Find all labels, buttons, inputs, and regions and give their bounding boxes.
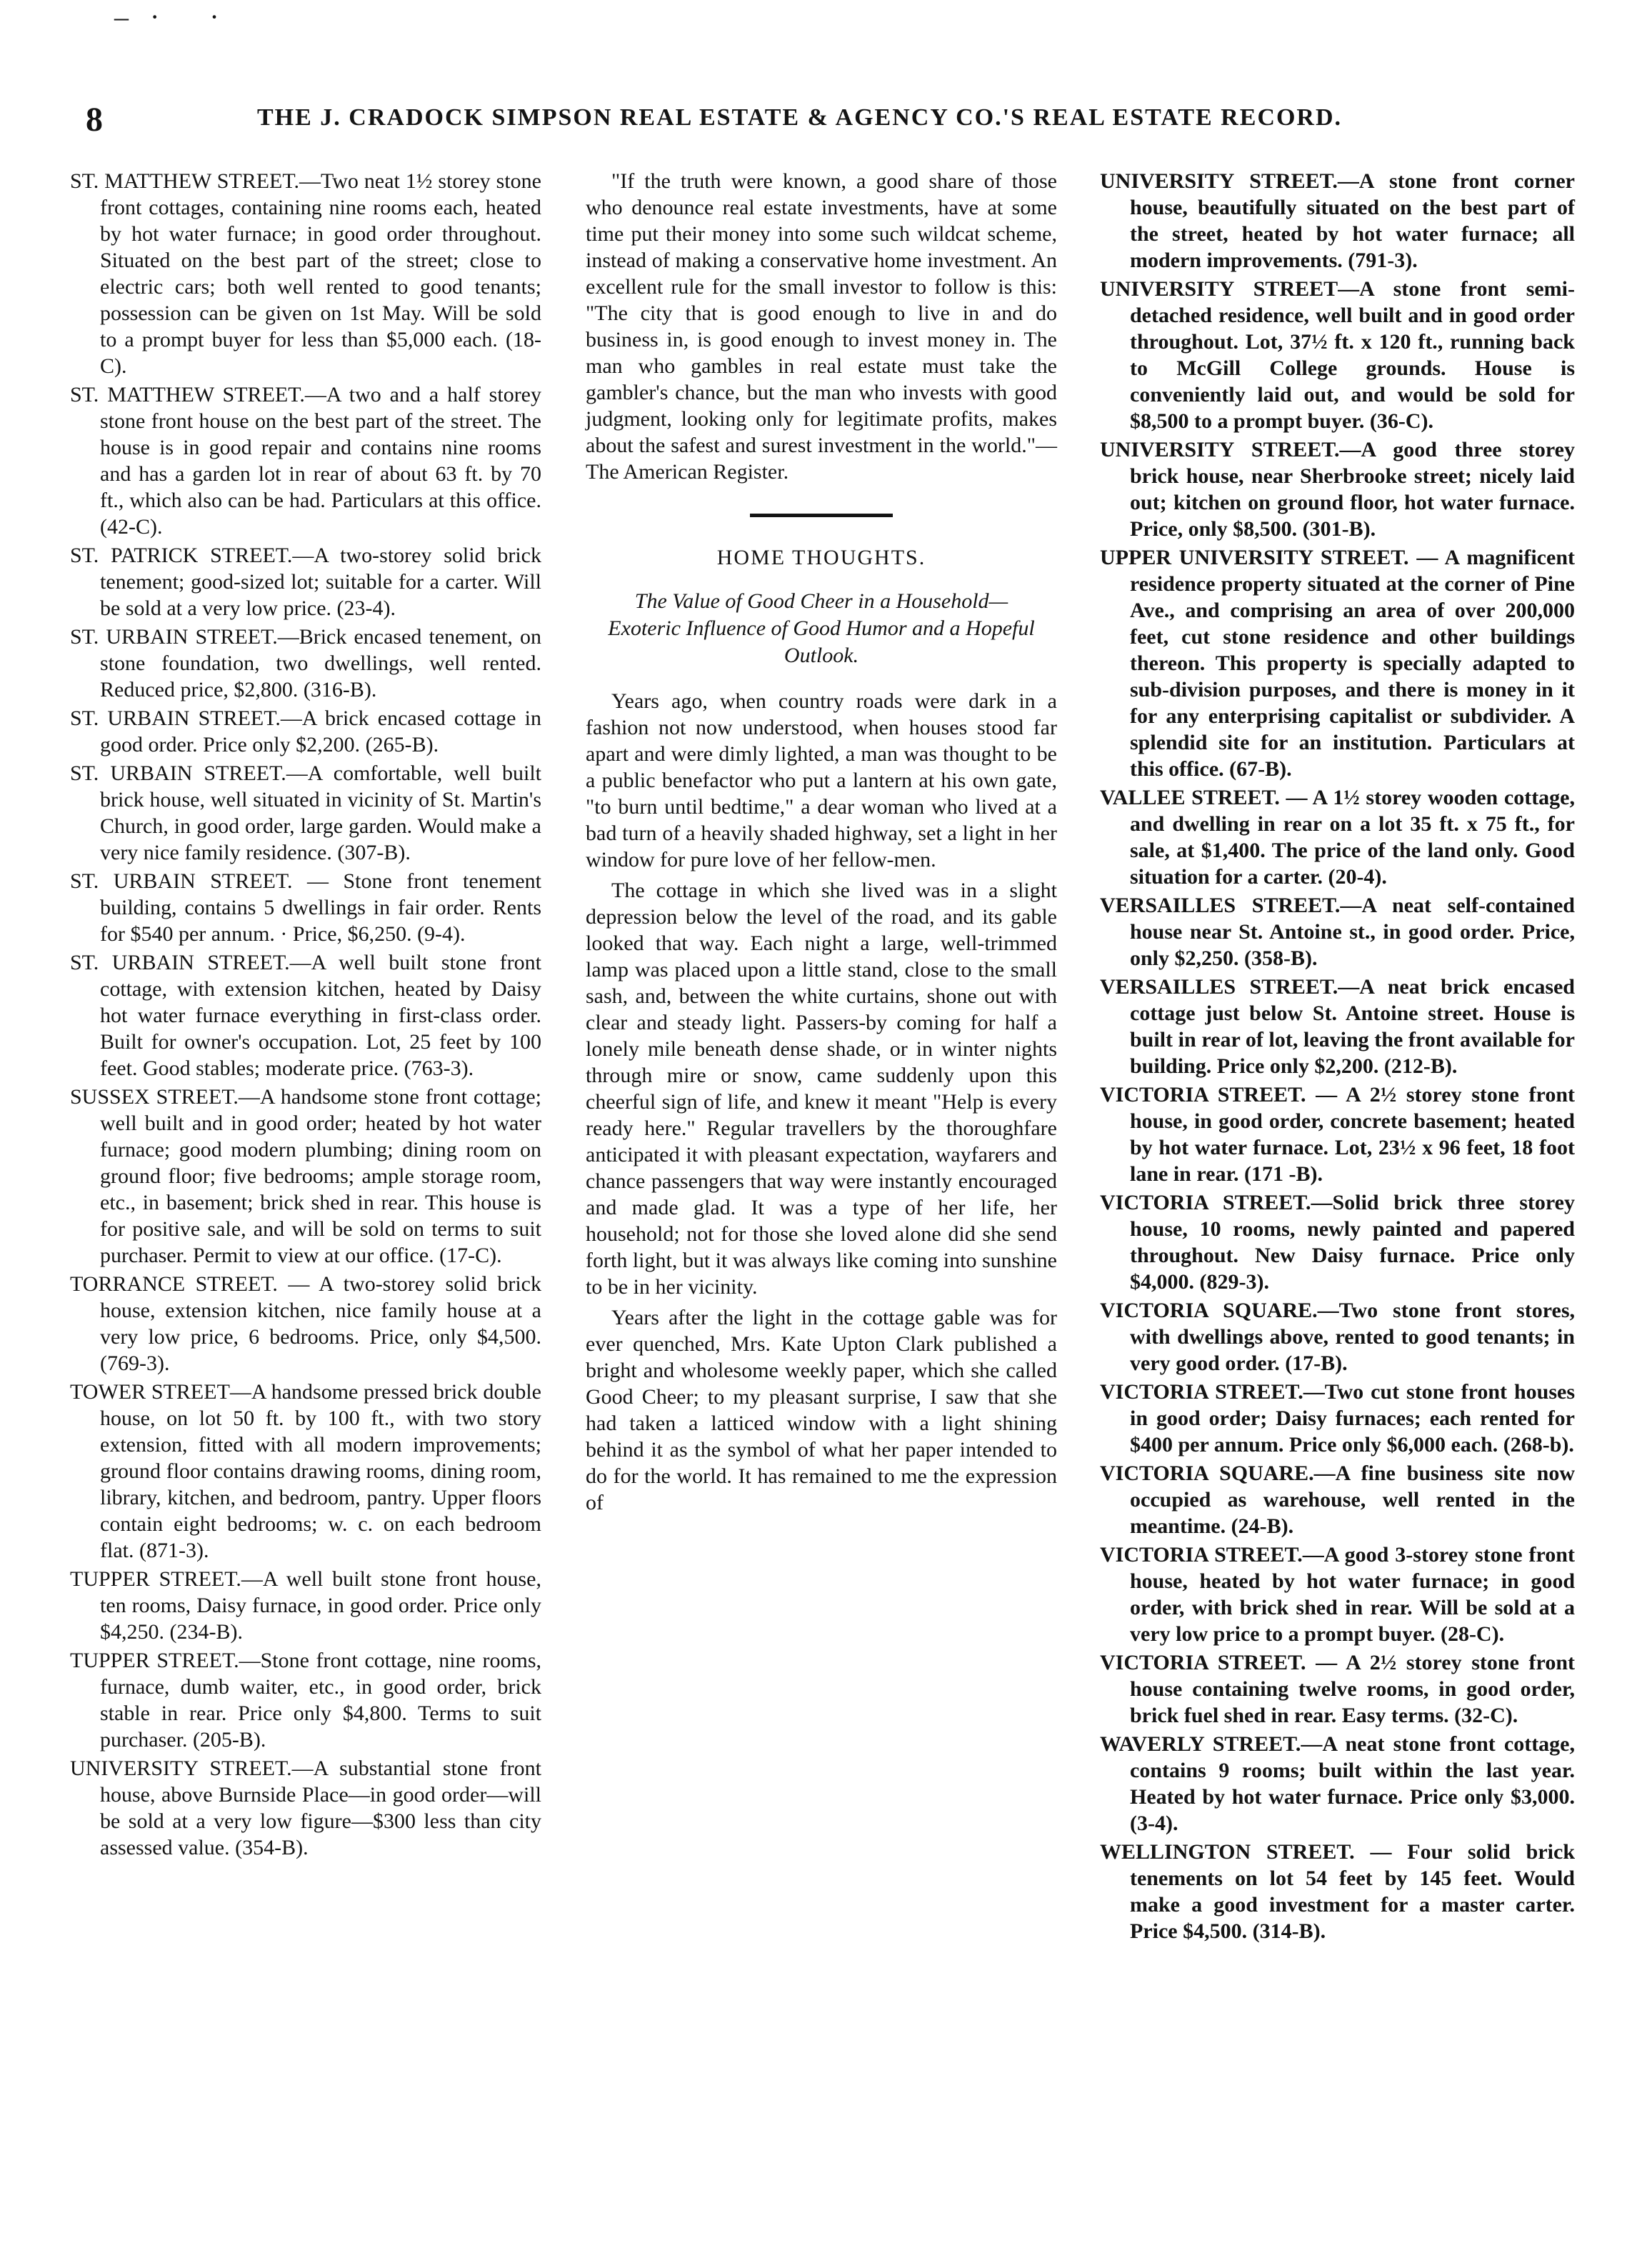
- property-listing: UNIVERSITY STREET—A stone front semi-detached residence, well built and in good order throughout. Lot, 37½ ft. x 120 ft., running back to McGill College grounds. House is conveniently laid out, and would be sold for $8,500 to a prompt buyer. (36-C).: [1100, 277, 1575, 433]
- property-listing: VICTORIA SQUARE.—A fine business site now occupied as warehouse, well rented in the meantime. (24-B).: [1100, 1462, 1575, 1538]
- property-listing: VICTORIA STREET. — A 2½ storey stone front house containing twelve rooms, in good order, brick fuel shed in rear. Easy terms. (32-C).: [1100, 1651, 1575, 1727]
- property-listing: ST. URBAIN STREET. — Stone front tenement building, contains 5 dwellings in fair order. Rents for $540 per annum. · Price, $6,250. (9-4).: [70, 869, 541, 946]
- property-listing: UNIVERSITY STREET.—A stone front corner house, beautifully situated on the best part of the street, heated by hot water furnace; all modern improvements. (791-3).: [1100, 169, 1575, 272]
- property-listing: VICTORIA STREET.—Two cut stone front houses in good order; Daisy furnaces; each rented for $400 per annum. Price only $6,000 each. (268-b).: [1100, 1380, 1575, 1457]
- property-listing: VICTORIA STREET. — A 2½ storey stone front house, in good order, concrete basement; heated by hot water furnace. Lot, 23½ x 96 feet, 18 foot lane in rear. (171 -B).: [1100, 1083, 1575, 1186]
- running-title: THE J. CRADOCK SIMPSON REAL ESTATE & AGENCY CO.'S REAL ESTATE RECORD.: [257, 104, 1343, 131]
- property-listing: ST. PATRICK STREET.—A two-storey solid brick tenement; good-sized lot; suitable for a carter. Will be sold at a very low price. (23-4).: [70, 544, 541, 620]
- section-divider: [750, 514, 893, 517]
- page-header: [86, 100, 1586, 150]
- property-listing: TUPPER STREET.—Stone front cottage, nine rooms, furnace, dumb waiter, etc., in good order, brick stable in rear. Price only $4,800. Terms to suit purchaser. (205-B).: [70, 1649, 541, 1752]
- property-listing: ST. MATTHEW STREET.—A two and a half storey stone front house on the best part of the street. The house is in good repair and contains nine rooms and has a garden lot in rear of about 63 ft. by 70 ft., which also can be had. Particulars at this office. (42-C).: [70, 383, 541, 539]
- article-paragraph: Years after the light in the cottage gable was for ever quenched, Mrs. Kate Upton Clark published a bright and wholesome weekly paper, which she called Good Cheer; to my pleasant surprise, I saw that she had taken a latticed window with a light shining behind it as the symbol of what her paper intended to do for the world. It has remained to me the expression of: [586, 1306, 1057, 1514]
- property-listing: VICTORIA STREET.—A good 3-storey stone front house, heated by hot water furnace; in good order, with brick shed in rear. Will be sold at a very low price to a prompt buyer. (28-C).: [1100, 1543, 1575, 1646]
- property-listing: VICTORIA SQUARE.—Two stone front stores, with dwellings above, rented to good tenants; in very good order. (17-B).: [1100, 1299, 1575, 1375]
- property-listing: ST. URBAIN STREET.—A brick encased cottage in good order. Price only $2,200. (265-B).: [70, 706, 541, 756]
- property-listing: VALLEE STREET. — A 1½ storey wooden cottage, and dwelling in rear on a lot 35 ft. x 75 ft., for sale, at $1,400. The price of the land only. Good situation for a carter. (20-4).: [1100, 786, 1575, 889]
- print-specks: –· ·: [114, 1, 241, 33]
- opening-quote: "If the truth were known, a good share of those who denounce real estate investments, have at some time put their money into some such wildcat scheme, instead of making a conservative home investment. An excellent rule for the small investor to follow is this: "The city that is good enough to live in and do business in, is good enough to invest money in. The man who gambles in real estate must take the gambler's chance, but the man who invests with good judgment, looking only for legitimate profits, makes about the safest and surest investment in the world."—The American Register.: [586, 169, 1057, 484]
- middle-column: [586, 168, 1057, 1520]
- property-listing: VERSAILLES STREET.—A neat self-contained house near St. Antoine st., in good order. Price, only $2,250. (358-B).: [1100, 894, 1575, 970]
- property-listing: ST. URBAIN STREET.—A comfortable, well built brick house, well situated in vicinity of St. Martin's Church, in good order, large garden. Would make a very nice family residence. (307-B).: [70, 761, 541, 864]
- property-listing: WAVERLY STREET.—A neat stone front cottage, contains 9 rooms; built within the last year. Heated by hot water furnace. Price only $3,000. (3-4).: [1100, 1732, 1575, 1835]
- article-subtitle: The Value of Good Cheer in a Household—Exoteric Influence of Good Humor and a Hopeful Outlook.: [608, 589, 1035, 667]
- left-column: [70, 168, 541, 1863]
- property-listing: WELLINGTON STREET. — Four solid brick tenements on lot 54 feet by 145 feet. Would make a good investment for a master carter. Price $4,500. (314-B).: [1100, 1840, 1575, 1943]
- property-listing: ST. URBAIN STREET.—A well built stone front cottage, with extension kitchen, heated by Daisy hot water furnace everything in first-class order. Built for owner's occupation. Lot, 25 feet by 100 feet. Good stables; moderate price. (763-3).: [70, 951, 541, 1080]
- article-paragraph: The cottage in which she lived was in a slight depression below the level of the road, and its gable looked that way. Each night a large, well-trimmed lamp was placed upon a little stand, close to the small sash, and, between the white curtains, shone out with clear and steady light. Passers-by coming for half a lonely mile beneath dense shade, or in winter nights through mire or snow, came suddenly upon this cheerful sign of life, and knew it meant "Help is every ready here." Regular travellers by the thoroughfare anticipated it with pleasant expectation, wayfarers and chance passengers that way were instantly encouraged and made glad. It was a type of her life, her household; not for those she loved alone did she send forth light, but it was always like coming into sunshine to be in her vicinity.: [586, 879, 1057, 1299]
- property-listing: UPPER UNIVERSITY STREET. — A magnificent residence property situated at the corner of Pine Ave., and comprising an area of over 200,000 feet, cut stone residence and other buildings thereon. This property is specially adapted to sub-division purposes, and there is money in it for any enterprising capitalist or subdivider. A splendid site for an institution. Particulars at this office. (67-B).: [1100, 546, 1575, 781]
- property-listing: VICTORIA STREET.—Solid brick three storey house, 10 rooms, newly painted and papered throughout. New Daisy furnace. Price only $4,000. (829-3).: [1100, 1191, 1575, 1294]
- page-number: 8: [86, 101, 103, 139]
- property-listing: VERSAILLES STREET.—A neat brick encased cottage just below St. Antoine street. House is built in rear of lot, leaving the front available for building. Price only $2,200. (212-B).: [1100, 975, 1575, 1078]
- property-listing: TUPPER STREET.—A well built stone front house, ten rooms, Daisy furnace, in good order. Price only $4,250. (234-B).: [70, 1567, 541, 1644]
- property-listing: SUSSEX STREET.—A handsome stone front cottage; well built and in good order; heated by hot water furnace; good modern plumbing; dining room on ground floor; five bedrooms; ample storage room, etc., in basement; brick shed in rear. This house is for positive sale, and will be sold on terms to suit purchaser. Permit to view at our office. (17-C).: [70, 1085, 541, 1267]
- property-listing: TORRANCE STREET. — A two-storey solid brick house, extension kitchen, nice family house at a very low price, 6 bedrooms. Price, only $4,500. (769-3).: [70, 1272, 541, 1375]
- property-listing: UNIVERSITY STREET.—A substantial stone front house, above Burnside Place—in good order—will be sold at a very low figure—$300 less than city assessed value. (354-B).: [70, 1757, 541, 1859]
- property-listing: ST. MATTHEW STREET.—Two neat 1½ storey stone front cottages, containing nine rooms each, heated by hot water furnace; in good order throughout. Situated on the best part of the street; close to electric cars; both well rented to good tenants; possession can be given on 1st May. Will be sold to a prompt buyer for less than $5,000 each. (18-C).: [70, 169, 541, 378]
- property-listing: ST. URBAIN STREET.—Brick encased tenement, on stone foundation, two dwellings, well rented. Reduced price, $2,800. (316-B).: [70, 625, 541, 701]
- right-column: [1100, 168, 1575, 1947]
- property-listing: UNIVERSITY STREET.—A good three storey brick house, near Sherbrooke street; nicely laid out; kitchen on ground floor, hot water furnace. Price, only $8,500. (301-B).: [1100, 438, 1575, 541]
- article-title: HOME THOUGHTS.: [716, 546, 926, 569]
- property-listing: TOWER STREET—A handsome pressed brick double house, on lot 50 ft. by 100 ft., with two story extension, fitted with all modern improvements; ground floor contains drawing rooms, dining room, library, kitchen, and bedroom, pantry. Upper floors contain eight bedrooms; w. c. on each bedroom flat. (871-3).: [70, 1380, 541, 1562]
- article-paragraph: Years ago, when country roads were dark in a fashion not now understood, when houses stood far apart and were dimly lighted, a man was thought to be a public benefactor who put a lantern at his own gate, "to burn until bedtime," a dear woman who lived at a bad turn of a heavily shaded highway, set a light in her window for pure love of her fellow-men.: [586, 689, 1057, 871]
